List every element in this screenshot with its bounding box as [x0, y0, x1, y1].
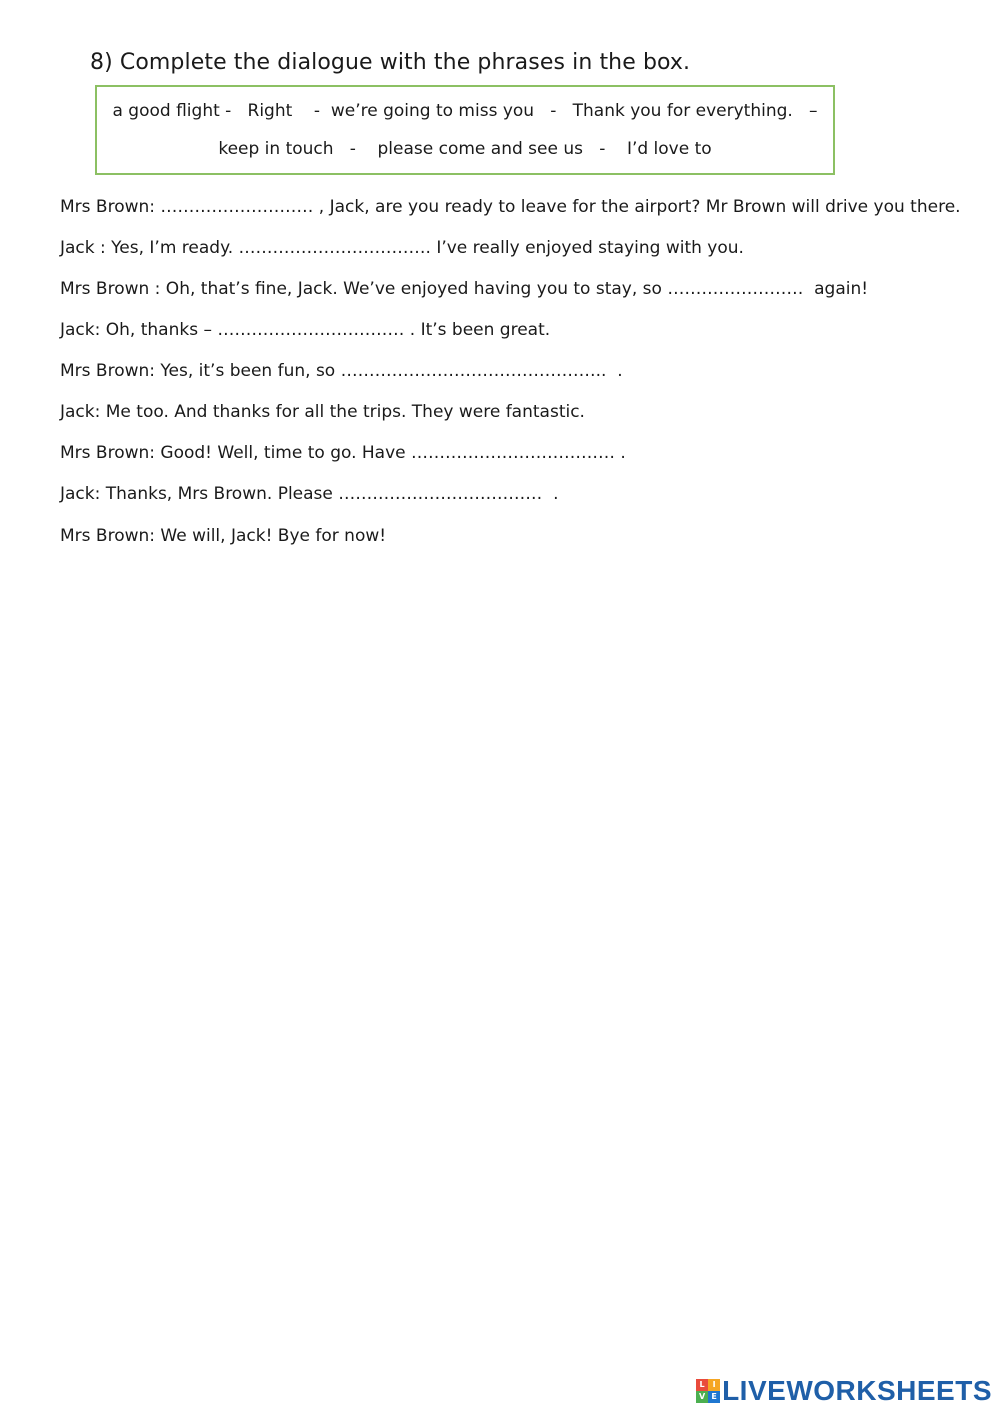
logo-letter-i: I [708, 1379, 720, 1391]
exercise-title: 8) Complete the dialogue with the phrases in the box. [90, 50, 691, 75]
liveworksheets-brand: LIVEWORKSHEETS [722, 1375, 992, 1406]
phrase-box-row-1: a good flight - Right - we’re going to miss you - Thank you for everything. – [112, 101, 818, 121]
dialogue-line-4: Jack: Oh, thanks – …………………………… . It’s been great. [60, 320, 551, 340]
dialogue-line-3: Mrs Brown : Oh, that’s fine, Jack. We’ve enjoyed having you to stay, so …………………… again! [60, 279, 869, 299]
logo-letter-v: V [696, 1391, 708, 1403]
dialogue-line-5: Mrs Brown: Yes, it’s been fun, so ……………………………………….. . [60, 361, 623, 381]
dialogue-line-2: Jack : Yes, I’m ready. ……………………………. I’ve really enjoyed staying with you. [60, 238, 744, 258]
phrase-box [95, 85, 835, 175]
dialogue-line-8: Jack: Thanks, Mrs Brown. Please ……………………………… . [60, 484, 559, 504]
dialogue-line-9: Mrs Brown: We will, Jack! Bye for now! [60, 526, 387, 546]
liveworksheets-footer [696, 1375, 992, 1407]
dialogue-line-1: Mrs Brown: ……………………… , Jack, are you ready to leave for the airport? Mr Brown will drive you there. [60, 197, 961, 217]
dialogue-line-6: Jack: Me too. And thanks for all the trips. They were fantastic. [60, 402, 585, 422]
dialogue-line-7: Mrs Brown: Good! Well, time to go. Have ……………………………… . [60, 443, 626, 463]
phrase-box-row-2: keep in touch - please come and see us - I’d love to [218, 139, 712, 159]
liveworksheets-logo-icon [696, 1379, 720, 1403]
logo-letter-l: L [696, 1379, 708, 1391]
logo-letter-e: E [708, 1391, 720, 1403]
